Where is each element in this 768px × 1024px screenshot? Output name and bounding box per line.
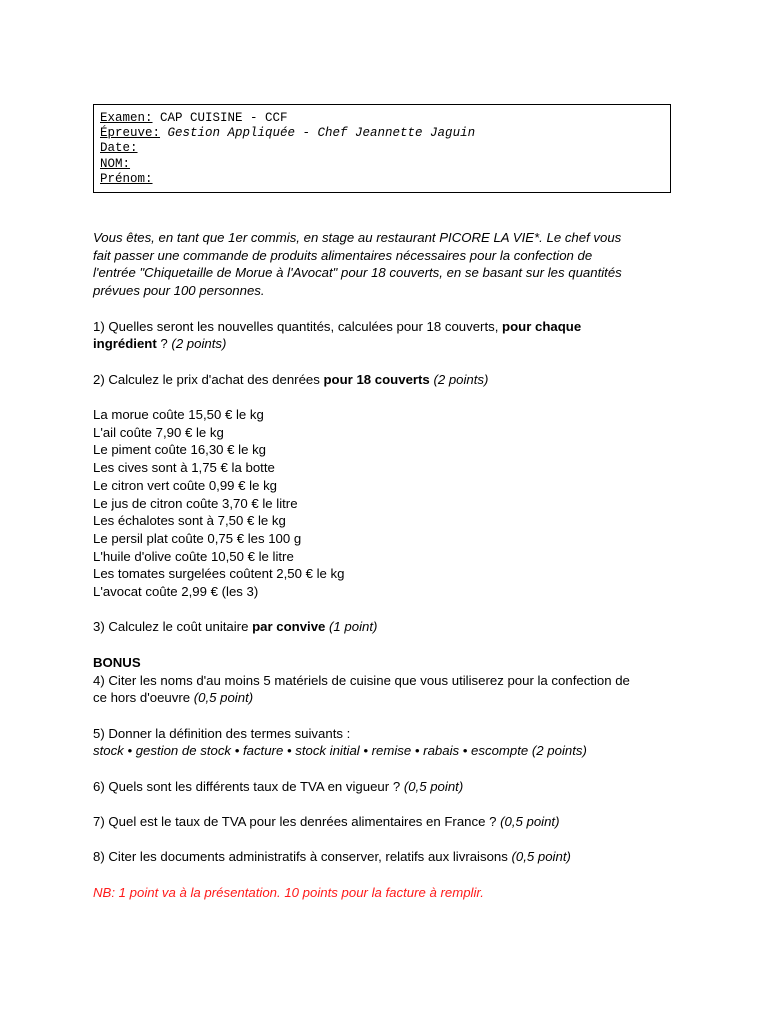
price-line: Le piment coûte 16,30 € le kg [93, 442, 267, 458]
price-line: L'ail coûte 7,90 € le kg [93, 424, 224, 440]
question-4: 4) Citer les noms d'au moins 5 matériels de cuisine que vous utiliserez pour la confection de [93, 672, 630, 688]
price-line: Le persil plat coûte 0,75 € les 100 g [93, 530, 302, 546]
epreuve-row [100, 126, 670, 141]
price-line: Les tomates surgelées coûtent 2,50 € le kg [93, 566, 345, 582]
bonus-title: BONUS [93, 654, 141, 670]
question-8: 8) Citer les documents administratifs à conserver, relatifs aux livraisons (0,5 point) [93, 849, 571, 865]
prenom-label: Prénom: [100, 171, 153, 186]
nb-note: NB: 1 point va à la présentation. 10 points pour la facture à remplir. [93, 884, 484, 900]
epreuve-label: Épreuve: [100, 126, 161, 141]
question-1: 1) Quelles seront les nouvelles quantités, calculées pour 18 couverts, pour chaque [93, 318, 582, 334]
prenom-row [100, 172, 670, 187]
price-line: La morue coûte 15,50 € le kg [93, 406, 264, 422]
exam-header-box [93, 104, 671, 193]
exam-body [93, 229, 678, 902]
question-7: 7) Quel est le taux de TVA pour les denrées alimentaires en France ? (0,5 point) [93, 814, 560, 830]
price-line: Les échalotes sont à 7,50 € le kg [93, 513, 286, 529]
exam-label: Examen: [100, 111, 153, 125]
nom-row [100, 157, 670, 172]
intro-line: fait passer une commande de produits alimentaires nécessaires pour la confection de [93, 247, 593, 263]
intro-line: Vous êtes, en tant que 1er commis, en stage au restaurant PICORE LA VIE*. Le chef vous [93, 230, 622, 245]
question-4-cont: ce hors d'oeuvre (0,5 point) [93, 690, 254, 706]
price-line: L'avocat coûte 2,99 € (les 3) [93, 584, 259, 600]
price-line: Les cives sont à 1,75 € la botte [93, 460, 275, 476]
price-line: Le jus de citron coûte 3,70 € le litre [93, 495, 298, 511]
question-6: 6) Quels sont les différents taux de TVA en vigueur ? (0,5 point) [93, 778, 464, 794]
epreuve-value: Gestion Appliquée - Chef Jeannette Jaguin [160, 126, 476, 141]
question-1-cont: ingrédient ? (2 points) [93, 336, 227, 352]
exam-value: CAP CUISINE - CCF [152, 111, 288, 125]
nom-label: NOM: [100, 156, 131, 171]
price-line: L'huile d'olive coûte 10,50 € le litre [93, 548, 294, 564]
price-line: Le citron vert coûte 0,99 € le kg [93, 477, 278, 493]
question-3: 3) Calculez le coût unitaire par convive (1 point) [93, 619, 378, 635]
intro-line: l'entrée "Chiquetaille de Morue à l'Avocat" pour 18 couverts, en se basant sur les quantités [93, 265, 622, 281]
intro-line: prévues pour 100 personnes. [93, 283, 265, 299]
date-row [100, 141, 670, 156]
question-2: 2) Calculez le prix d'achat des denrées pour 18 couverts (2 points) [93, 371, 489, 387]
question-5-terms: stock • gestion de stock • facture • stock initial • remise • rabais • escompte (2 points) [93, 743, 587, 759]
date-label: Date: [100, 141, 138, 156]
exam-row [100, 111, 670, 126]
question-5: 5) Donner la définition des termes suivants : [93, 725, 351, 741]
